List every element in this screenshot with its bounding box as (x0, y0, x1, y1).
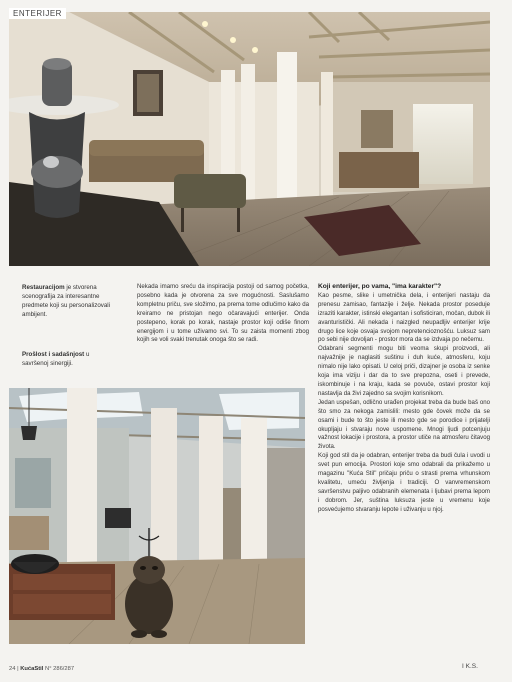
section-tag: ENTERIJER (9, 8, 66, 19)
caption-restoration-text: je stvorena scenografija za interesantne predmete koji su personalizovali ambijent. (22, 284, 111, 318)
answer-paragraph-2: Odabrani segmenti mogu biti veoma skupi proizvodi, ali najvažnije je naglasiti suštinu i duh kuće, atmosferu, koju nimalo nije lako opisati. U celoj priči, dizajner je osoba iz senke koja ima viziju i dar da to sve prepozna, oseti i prevede, iskombinuje i na kraju, kada se povuče, ostavi prostor koji nastavlja da živi zajedno sa svojim korisnikom. (318, 345, 490, 397)
question-heading: Koji enterijer, po vama, "ima karakter"? (318, 283, 442, 290)
answer-paragraph-3: Jedan uspešan, odlično urađen projekat treba da bude baš ono što smo za nekoga zamislili: mesto gde čovek može da se osami i bude to što jeste ili mesto gde se porodice i prijatelji okupljaju i stvaraju nove uspomene. Mnogi ljudi potcenjuju važnost lokacije i prostora, a prostor utiče na atmosferu čitavog života. (318, 398, 490, 451)
body-column-2 (318, 283, 490, 515)
author-signature: I K.S. (462, 663, 478, 670)
caption-restoration (22, 283, 117, 319)
page-footer: 24 | KućaStil N° 286/287 (9, 666, 75, 672)
body-column-1-paragraph: Nekada imamo sreću da inspiracija postoji od samog početka, posebno kada je otvorena za sve mogućnosti. Saslušamo kompletnu priču, sve složimo, pa prema tome odlučimo kako da kreiramo ne pristojan nego očaravajući enterijer. Onda postepeno, korak po korak, nastaje prostor koji odiše finom energijom i u tome uživamo svi. To su zaista momenti zbog kojih se voli svaki trenutak onoga što se radi. (137, 283, 309, 344)
top-photo-attic-living-room (9, 12, 490, 266)
caption-past-present (22, 350, 117, 368)
answer-paragraph-1: Kao pesme, slike i umetnička dela, i enterijeri nastaju da prenesu zamisao, fantazije i želje. Nekada prostor poseduje izraziti karakter, istinski elegantan i sofisticiran, močan, dubok ili avanturistički. Ali nekada i naizgled neupadljiv enterijer krije drugo lice koje osvaja svojom nepretencioznošću. Luksuz sam po sebi nije dovoljan - prostor mora da se izdvaja po nečemu. (318, 291, 490, 344)
bottom-photo-columns-dog (9, 388, 305, 644)
magazine-name: KućaStil (20, 666, 44, 672)
page-number: 24 (9, 666, 16, 672)
answer-paragraph-4: Koji god stil da je odabran, enterijer treba da budi čula i uvodi u svet pun emocija. Prostori koje smo odabrali da prikažemo u magazinu "Kuća Stil" pričaju priču o strasti prema vrhunskom kvalitetu, umeću življenja i tradiciji. O vanvremenskom savršenstvu paljivo odabranih elemenata i ljubavi prema lepom i dobrom. Jer, suština luksuza jeste u vremenu koje posvećujemo stvaranju lepote i uživanju u njoj. (318, 452, 490, 513)
body-column-1 (137, 283, 309, 345)
caption-restoration-lead: Restauracijom (22, 284, 65, 291)
caption-past-present-text: u savršenoj sinergiji. (22, 351, 90, 367)
caption-past-present-lead: Prošlost i sadašnjost (22, 351, 85, 358)
issue-number: N° 286/287 (45, 666, 75, 672)
